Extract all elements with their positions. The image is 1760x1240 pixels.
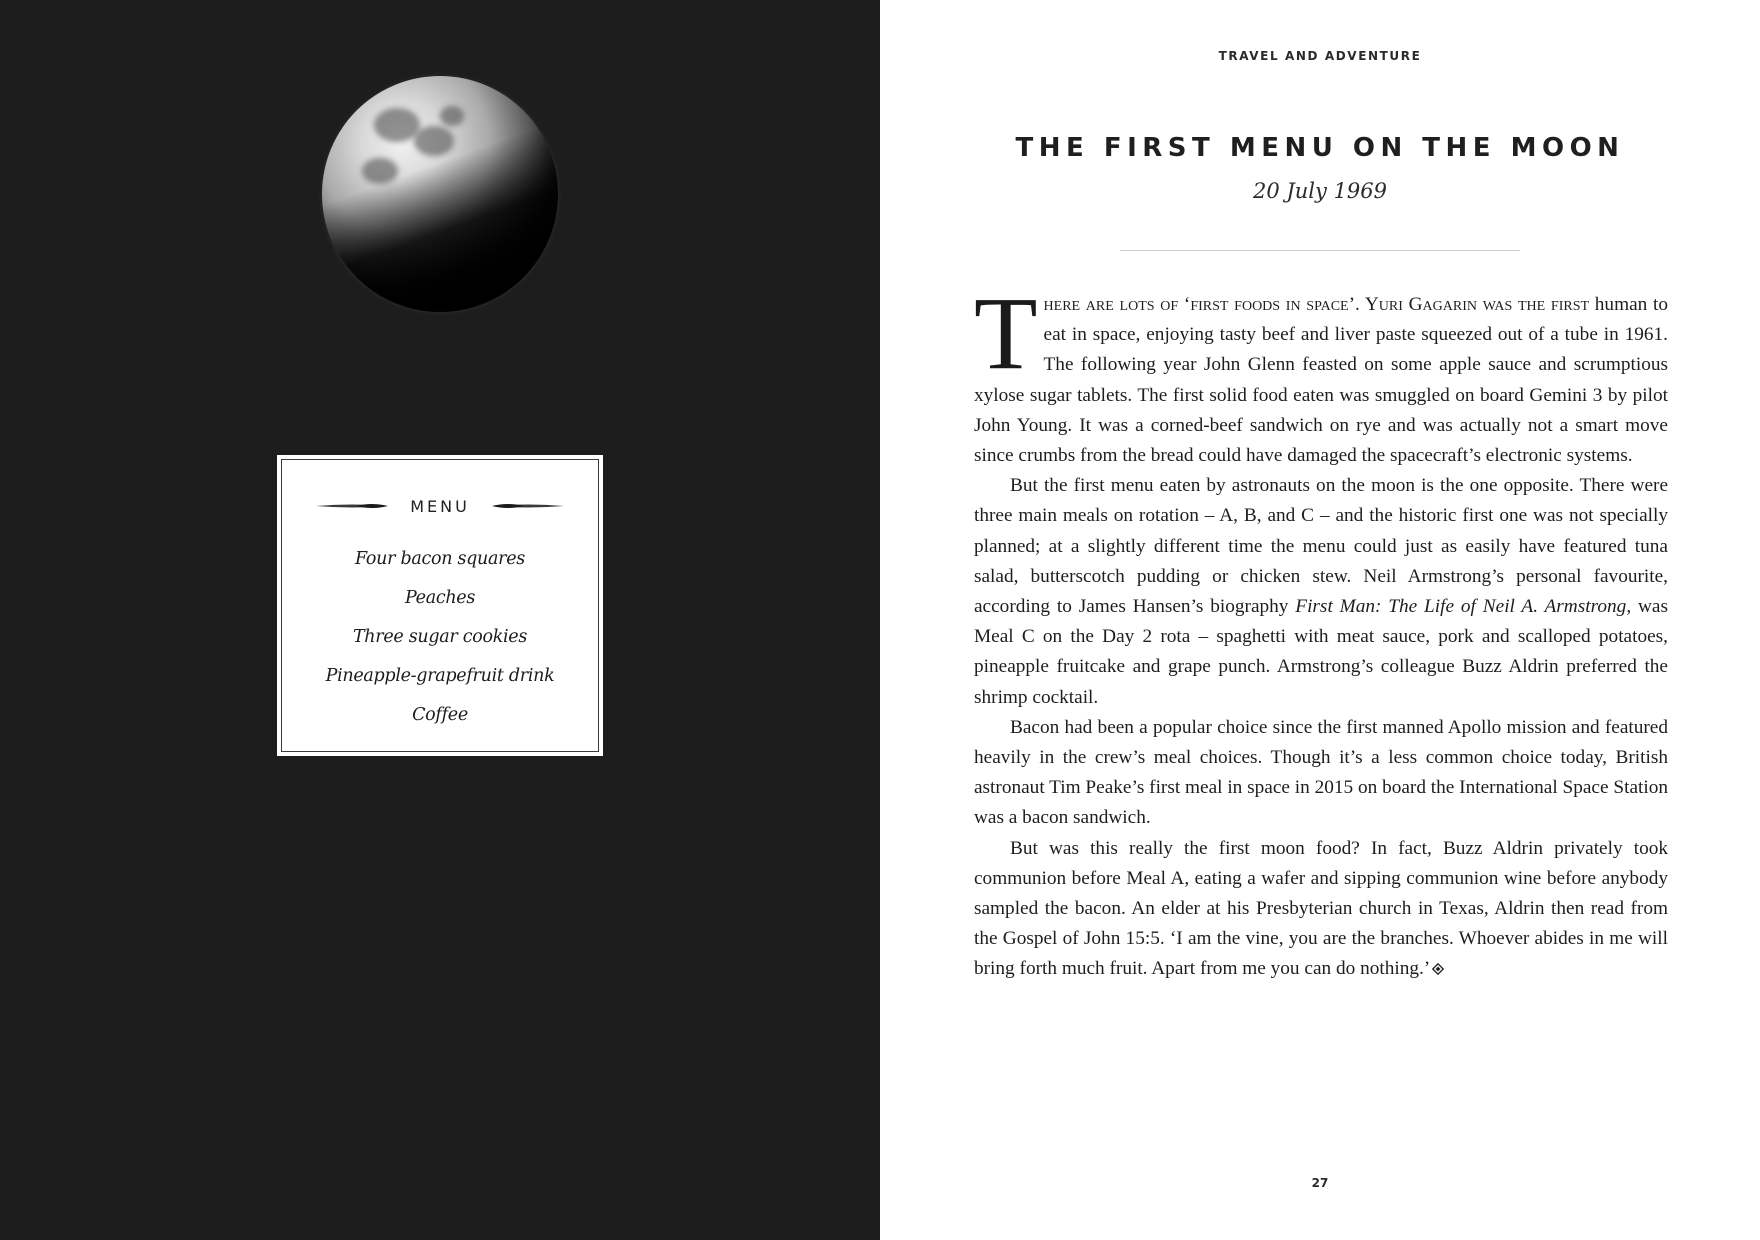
- menu-heading: MENU: [410, 496, 470, 516]
- menu-heading-row: [282, 496, 598, 516]
- lead-in: here are lots of ‘first foods in space’. Yuri Gagarin was the first: [1043, 294, 1590, 315]
- book-title: First Man: The Life of Neil A. Armstrong: [1295, 596, 1627, 618]
- paragraph-2: [974, 471, 1668, 713]
- paragraph-text: But the first menu eaten by astronauts on the moon is the one opposite. There were three main meals on rotation – A, B, and C – and the historic first one was not specially planned; at a slightly different time the menu could just as easily have featured tuna salad, butterscotch pudding or chicken stew. Neil Armstrong’s personal favourite, according to James Hansen’s biography: [974, 475, 1668, 618]
- divider-rule: [1120, 250, 1520, 251]
- menu-card: [277, 455, 603, 756]
- paragraph-4: [974, 834, 1668, 985]
- paragraph-text: But was this really the first moon food? In fact, Buzz Aldrin privately took communion before Meal A, eating a wafer and sipping communion wine before anybody sampled the bacon. An elder at his Presbyterian church in Texas, Aldrin then read from the Gospel of John 15:5. ‘I am the vine, you are the branches. Whoever abides in me will bring forth much fruit. Apart from me you can do nothing.’: [974, 837, 1668, 980]
- left-flourish-icon: [316, 502, 388, 510]
- right-flourish-icon: [492, 502, 564, 510]
- paragraph-text: , was Meal C on the Day 2 rota – spaghetti with meat sauce, pork and scalloped potatoes, pineapple fruitcake and grape punch. Armstrong’s colleague Buzz Aldrin preferred the shrimp cocktail.: [974, 596, 1668, 708]
- menu-item: Peaches: [404, 588, 476, 608]
- right-page: [880, 0, 1760, 1240]
- paragraph-text: human to eat in space, enjoying tasty beef and liver paste squeezed out of a tube in 1961. The following year John Glenn feasted on some apple sauce and scrumptious xylose sugar tablets. The first solid food eaten was smuggled on board Gemini 3 by pilot John Young. It was a corned-beef sandwich on rye and was actually not a smart move since crumbs from the bread could have damaged the spacecraft’s electronic systems.: [974, 294, 1668, 467]
- paragraph-3: [974, 713, 1668, 834]
- diamond-end-mark-icon: [1432, 963, 1444, 975]
- running-head: TRAVEL AND ADVENTURE: [1218, 49, 1422, 63]
- moon-photo: [322, 76, 558, 312]
- page-title: THE FIRST MENU ON THE MOON: [1015, 133, 1625, 163]
- paragraph-1: [974, 276, 1668, 471]
- menu-item: Three sugar cookies: [352, 627, 528, 647]
- menu-item: Four bacon squares: [355, 549, 525, 569]
- drop-cap: T: [974, 276, 1038, 391]
- menu-card-border: [281, 459, 599, 752]
- menu-item: Pineapple-grapefruit drink: [325, 666, 555, 686]
- article-body: [974, 276, 1668, 985]
- page-number: 27: [1311, 1176, 1329, 1190]
- page-date: 20 July 1969: [1252, 179, 1388, 203]
- menu-item-list: [282, 540, 598, 735]
- menu-item: Coffee: [412, 705, 468, 725]
- paragraph-text: Bacon had been a popular choice since the first manned Apollo mission and featured heavily in the crew’s meal choices. Though it’s a less common choice today, British astronaut Tim Peake’s first meal in space in 2015 on board the International Space Station was a bacon sandwich.: [974, 716, 1668, 829]
- moon-shadow: [322, 76, 558, 312]
